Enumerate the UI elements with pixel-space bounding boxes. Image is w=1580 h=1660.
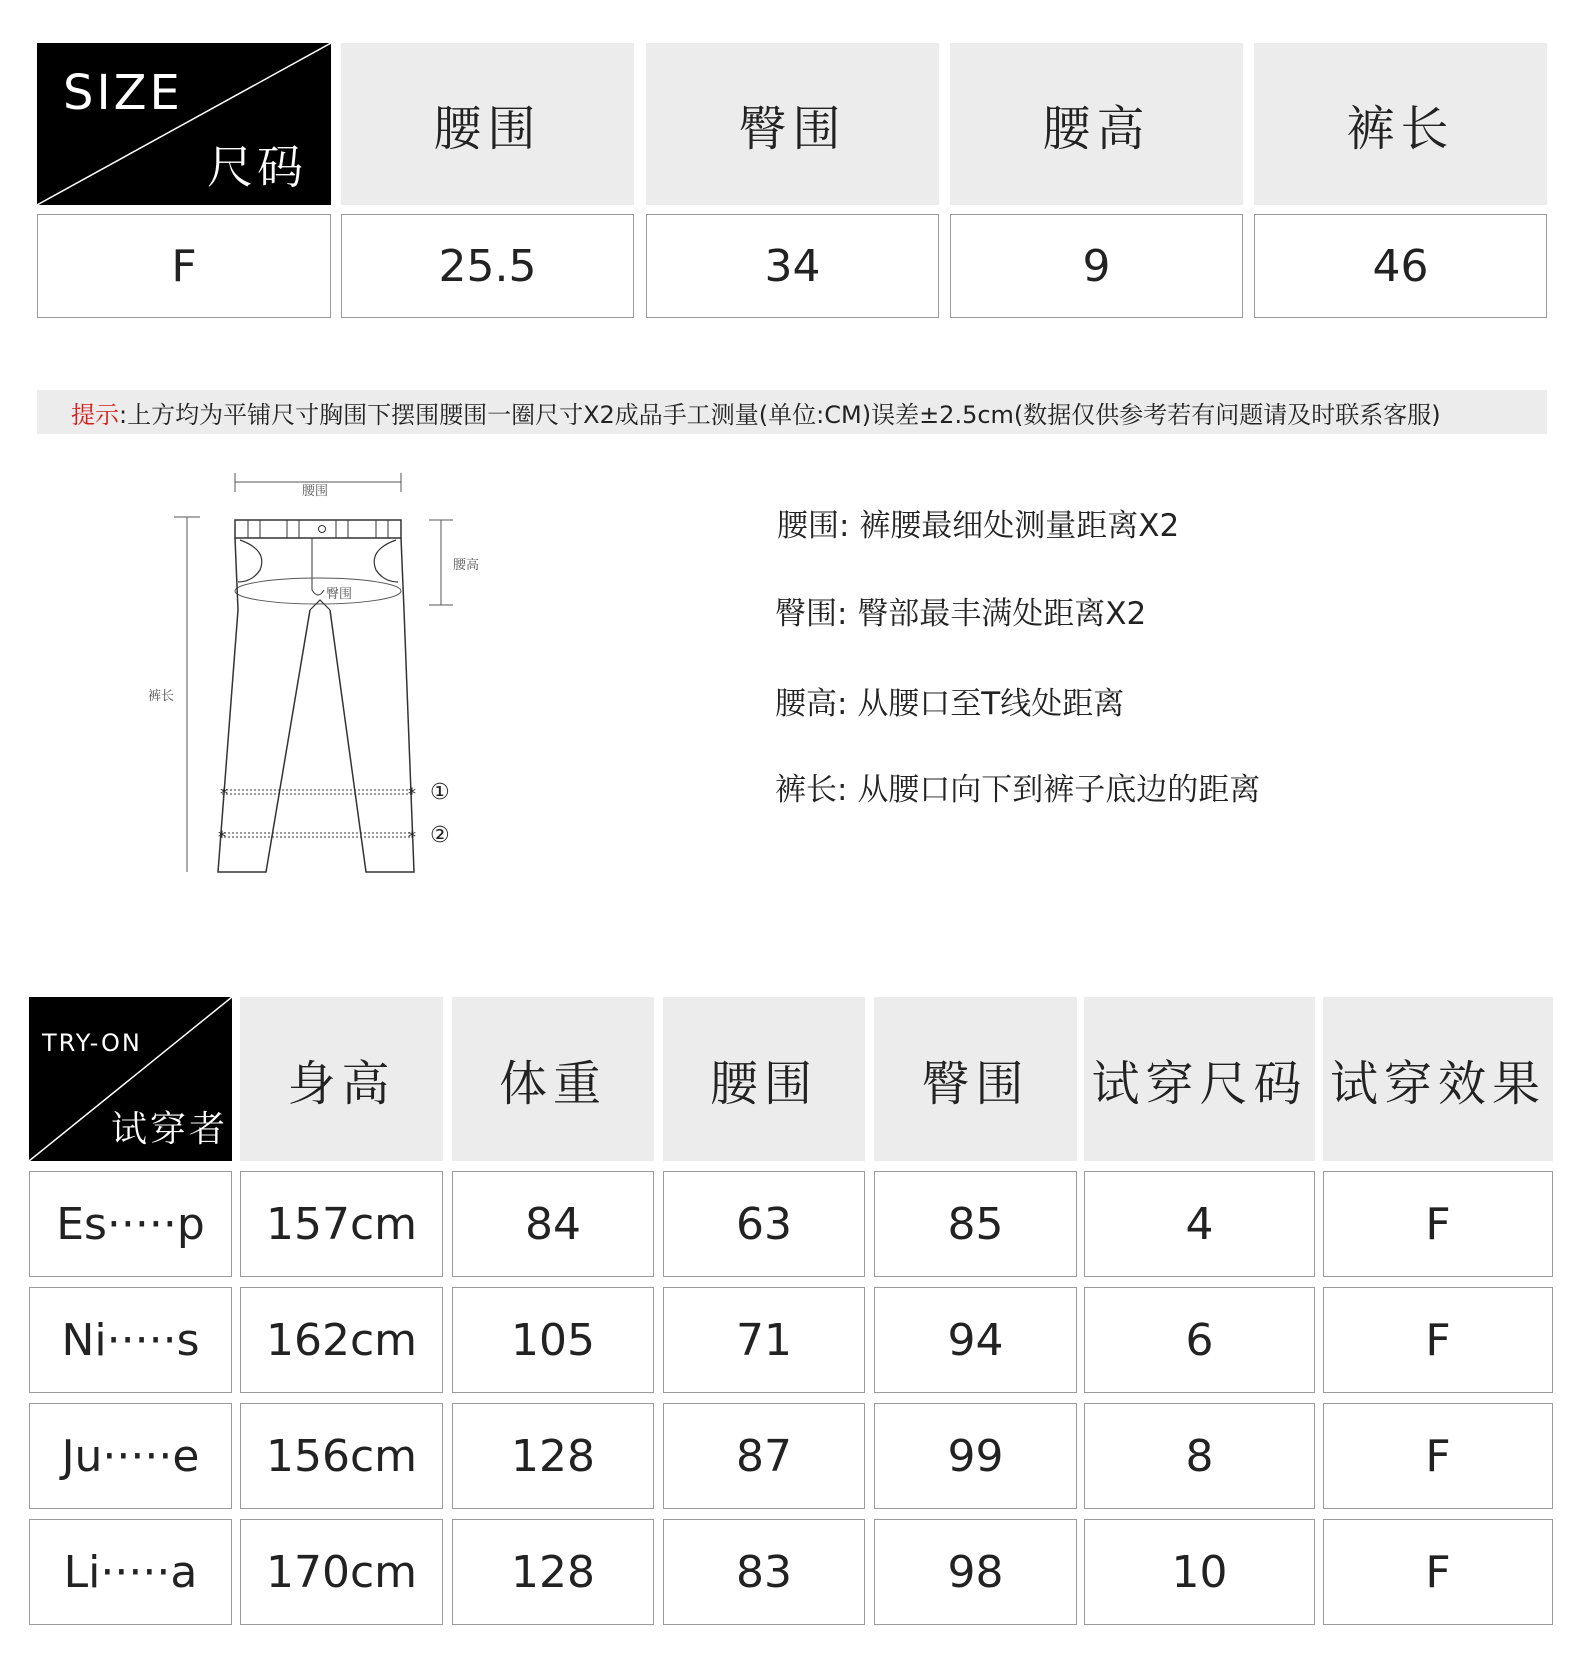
pants-diagram [140, 470, 520, 890]
tryon-row-3-name: Ju·····e [29, 1403, 232, 1509]
desc-term: 裤长: [775, 772, 848, 808]
desc-term: 腰围: [777, 508, 850, 544]
tryon-row-2-fit: F [1323, 1287, 1553, 1393]
note-label: 提示 [71, 400, 119, 429]
marker-1: ① [430, 780, 450, 805]
size-value-hip: 34 [646, 214, 939, 318]
tryon-row-4-hip: 98 [874, 1519, 1077, 1625]
tryon-row-2-hip: 94 [874, 1287, 1077, 1393]
tryon-row-4-name: Li·····a [29, 1519, 232, 1625]
size-value-waist: 25.5 [341, 214, 634, 318]
tryon-row-1-waist: 63 [663, 1171, 865, 1277]
size-value-length: 46 [1254, 214, 1547, 318]
svg-text:*: * [220, 784, 228, 803]
tryon-row-2-height: 162cm [240, 1287, 443, 1393]
tryon-row-1-weight: 84 [452, 1171, 654, 1277]
pants-illustration [140, 470, 520, 890]
tryon-label: TRY-ON [42, 1029, 142, 1057]
tryon-row-1-fit: F [1323, 1171, 1553, 1277]
desc-hip [775, 588, 1146, 633]
tryon-label-cn: 试穿者 [111, 1109, 229, 1150]
size-header-waist: 腰围 [341, 43, 634, 205]
size-header-rise: 腰高 [950, 43, 1243, 205]
svg-text:*: * [408, 784, 416, 803]
tryon-row-2-tried-size: 6 [1084, 1287, 1315, 1393]
tryon-row-2-name: Ni·····s [29, 1287, 232, 1393]
tryon-row-4-tried-size: 10 [1084, 1519, 1315, 1625]
size-header-length: 裤长 [1254, 43, 1547, 205]
tryon-header-waist: 腰围 [663, 997, 865, 1161]
size-label: SIZE [63, 65, 183, 121]
desc-text: 裤腰最细处测量距离X2 [859, 508, 1180, 544]
tryon-row-1-tried-size: 4 [1084, 1171, 1315, 1277]
marker-2: ② [430, 823, 450, 848]
desc-term: 臀围: [775, 596, 848, 632]
desc-text: 从腰口向下到裤子底边的距离 [857, 772, 1261, 808]
diagram-label-hip: 臀围 [326, 587, 353, 602]
tryon-header-fit-result: 试穿效果 [1323, 997, 1553, 1161]
tryon-row-4-waist: 83 [663, 1519, 865, 1625]
diagram-label-rise: 腰高 [453, 558, 480, 573]
size-value-size: F [37, 214, 331, 318]
tryon-header-tried-size: 试穿尺码 [1084, 997, 1315, 1161]
tryon-row-3-weight: 128 [452, 1403, 654, 1509]
tryon-row-3-waist: 87 [663, 1403, 865, 1509]
tryon-row-4-height: 170cm [240, 1519, 443, 1625]
tryon-header-hip: 臀围 [874, 997, 1077, 1161]
desc-length [775, 764, 1260, 809]
tryon-corner-cell [29, 997, 232, 1161]
tryon-row-3-tried-size: 8 [1084, 1403, 1315, 1509]
tryon-row-2-weight: 105 [452, 1287, 654, 1393]
desc-term: 腰高: [775, 686, 848, 722]
tryon-row-1-height: 157cm [240, 1171, 443, 1277]
tryon-row-3-height: 156cm [240, 1403, 443, 1509]
svg-text:*: * [218, 827, 226, 846]
note-text: :上方均为平铺尺寸胸围下摆围腰围一圈尺寸X2成品手工测量(单位:CM)误差±2.5cm(数据仅供参考若有问题请及时联系客服) [119, 400, 1441, 429]
desc-text: 臀部最丰满处距离X2 [857, 596, 1147, 632]
measurement-note [37, 390, 1547, 434]
diagram-label-length: 裤长 [148, 689, 175, 704]
tryon-row-2-waist: 71 [663, 1287, 865, 1393]
size-label-cn: 尺码 [207, 140, 307, 194]
tryon-row-1-name: Es·····p [29, 1171, 232, 1277]
size-value-rise: 9 [950, 214, 1243, 318]
desc-text: 从腰口至T线处距离 [857, 686, 1125, 722]
tryon-row-3-hip: 99 [874, 1403, 1077, 1509]
desc-waist [777, 500, 1179, 545]
size-header-hip: 臀围 [646, 43, 939, 205]
tryon-row-4-weight: 128 [452, 1519, 654, 1625]
tryon-row-1-hip: 85 [874, 1171, 1077, 1277]
desc-rise [775, 678, 1124, 723]
tryon-header-height: 身高 [240, 997, 443, 1161]
diagram-label-waist: 腰围 [302, 484, 329, 499]
tryon-row-4-fit: F [1323, 1519, 1553, 1625]
tryon-row-3-fit: F [1323, 1403, 1553, 1509]
tryon-header-weight: 体重 [452, 997, 654, 1161]
svg-text:*: * [408, 827, 416, 846]
size-corner-cell [37, 43, 331, 205]
